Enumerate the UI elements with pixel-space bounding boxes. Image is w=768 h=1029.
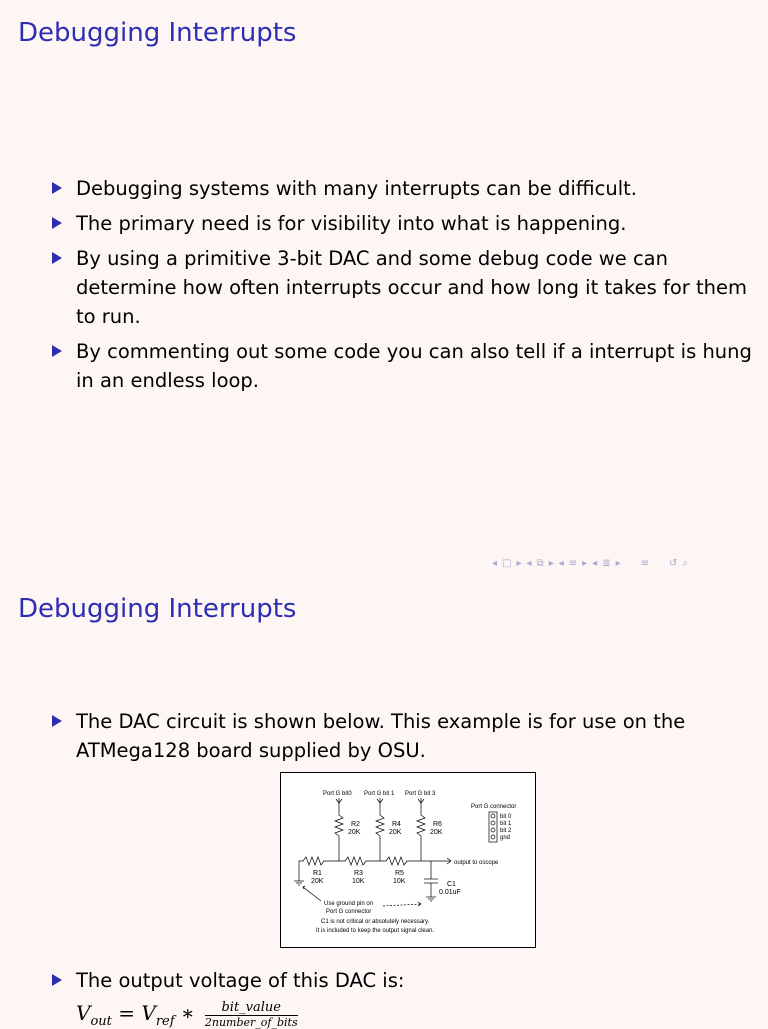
r6-label: R6 xyxy=(433,821,442,828)
formula-times: ∗ xyxy=(174,1001,201,1025)
r4-resistor xyxy=(376,811,384,861)
r2-resistor xyxy=(335,811,343,861)
r3-resistor xyxy=(339,857,380,865)
dac-circuit-diagram xyxy=(281,773,535,947)
dac-output-formula xyxy=(76,1000,298,1029)
align-icon[interactable]: ≡ xyxy=(640,557,650,569)
r3-label: R3 xyxy=(354,870,363,877)
formula-numerator: bit_value xyxy=(205,1000,298,1016)
nav-left-icon[interactable]: ◂ xyxy=(558,557,564,569)
doc-icon[interactable]: ≣ xyxy=(602,557,611,569)
frame-icon[interactable]: □ xyxy=(502,557,512,569)
list-item xyxy=(52,337,752,395)
bullet-text: By using a primitive 3-bit DAC and some debug code we can determine how often interrupts occur and how long it takes for them to run. xyxy=(76,247,747,328)
port-bit3-label: Port G bit 3 xyxy=(405,791,436,797)
c1-note: C1 is not critical or absolutely necessary. xyxy=(321,919,430,925)
c1-label: C1 xyxy=(447,881,456,888)
connector-title: Port G connector xyxy=(471,804,517,810)
r2-label: R2 xyxy=(351,821,360,828)
dac-circuit-figure xyxy=(280,772,536,948)
r4-label: R4 xyxy=(392,821,401,828)
bullet-triangle-icon xyxy=(52,252,62,264)
nav-left-icon[interactable]: ◂ xyxy=(526,557,532,569)
r1-label: R1 xyxy=(313,870,322,877)
bullet-triangle-icon xyxy=(52,345,62,357)
port-bit1-label: Port G bit 1 xyxy=(364,791,395,797)
list-item xyxy=(52,209,752,238)
formula-ref-sub: ref xyxy=(155,1014,175,1029)
slide-title: Debugging Interrupts xyxy=(18,18,297,48)
connector-pin: bit 1 xyxy=(500,821,512,827)
bullet-list xyxy=(52,966,752,1001)
nav-right-icon[interactable]: ▸ xyxy=(582,557,588,569)
bullet-text: The DAC circuit is shown below. This example is for use on the ATMega128 board supplied by OSU. xyxy=(76,710,686,762)
section-icon[interactable]: ≡ xyxy=(568,557,578,569)
bullet-triangle-icon xyxy=(52,217,62,229)
bullet-triangle-icon xyxy=(52,715,62,727)
connector-pin: gnd xyxy=(500,835,511,841)
bullet-list xyxy=(52,707,752,771)
ground-note: Port G connector xyxy=(326,909,372,915)
r5-resistor xyxy=(380,857,421,865)
r2-value: 20K xyxy=(348,829,361,836)
r1-value: 20K xyxy=(311,878,324,885)
r5-label: R5 xyxy=(395,870,404,877)
slide-title: Debugging Interrupts xyxy=(18,594,297,624)
slide-2 xyxy=(0,576,768,1029)
bullet-text: By commenting out some code you can also tell if a interrupt is hung in an endless loop. xyxy=(76,340,752,392)
bullet-text: Debugging systems with many interrupts can be difficult. xyxy=(76,177,637,200)
r4-value: 20K xyxy=(389,829,402,836)
formula-equals: = xyxy=(111,1001,142,1025)
formula-out-sub: out xyxy=(90,1014,112,1029)
c1-value: 0.01uF xyxy=(439,889,461,896)
nav-right-icon[interactable]: ▸ xyxy=(615,557,621,569)
subsection-icon[interactable]: ⧉ xyxy=(536,557,544,569)
bullet-text: The output voltage of this DAC is: xyxy=(76,969,405,992)
list-item xyxy=(52,707,752,765)
wires xyxy=(294,798,497,906)
formula-v: V xyxy=(76,1001,91,1025)
formula-denominator: 2number_of_bits xyxy=(204,1016,298,1029)
formula-v: V xyxy=(141,1001,156,1025)
c1-note: It is included to keep the output signal clean. xyxy=(316,928,435,934)
nav-left-icon[interactable]: ◂ xyxy=(492,557,498,569)
list-item xyxy=(52,244,752,331)
r3-value: 10K xyxy=(352,878,365,885)
output-label: output to oscope xyxy=(454,860,499,866)
r6-resistor xyxy=(417,811,425,861)
formula-fraction xyxy=(205,1000,298,1029)
nav-right-icon[interactable]: ▸ xyxy=(548,557,554,569)
beamer-navigation-bar xyxy=(492,554,762,572)
nav-left-icon[interactable]: ◂ xyxy=(592,557,598,569)
r6-value: 20K xyxy=(430,829,443,836)
bullet-triangle-icon xyxy=(52,974,62,986)
connector-pin: bit 0 xyxy=(500,814,512,820)
undo-icon[interactable]: ↺ xyxy=(669,557,678,569)
bullet-text: The primary need is for visibility into what is happening. xyxy=(76,212,627,235)
ground-note: Use ground pin on xyxy=(324,901,374,907)
bullet-list xyxy=(52,174,752,401)
connector-pin: bit 2 xyxy=(500,828,512,834)
port-bit0-label: Port G bit0 xyxy=(323,791,352,797)
bullet-triangle-icon xyxy=(52,182,62,194)
list-item xyxy=(52,174,752,203)
r5-value: 10K xyxy=(393,878,406,885)
search-icon[interactable]: ⌕ xyxy=(682,557,689,569)
list-item xyxy=(52,966,752,995)
nav-right-icon[interactable]: ▸ xyxy=(516,557,522,569)
